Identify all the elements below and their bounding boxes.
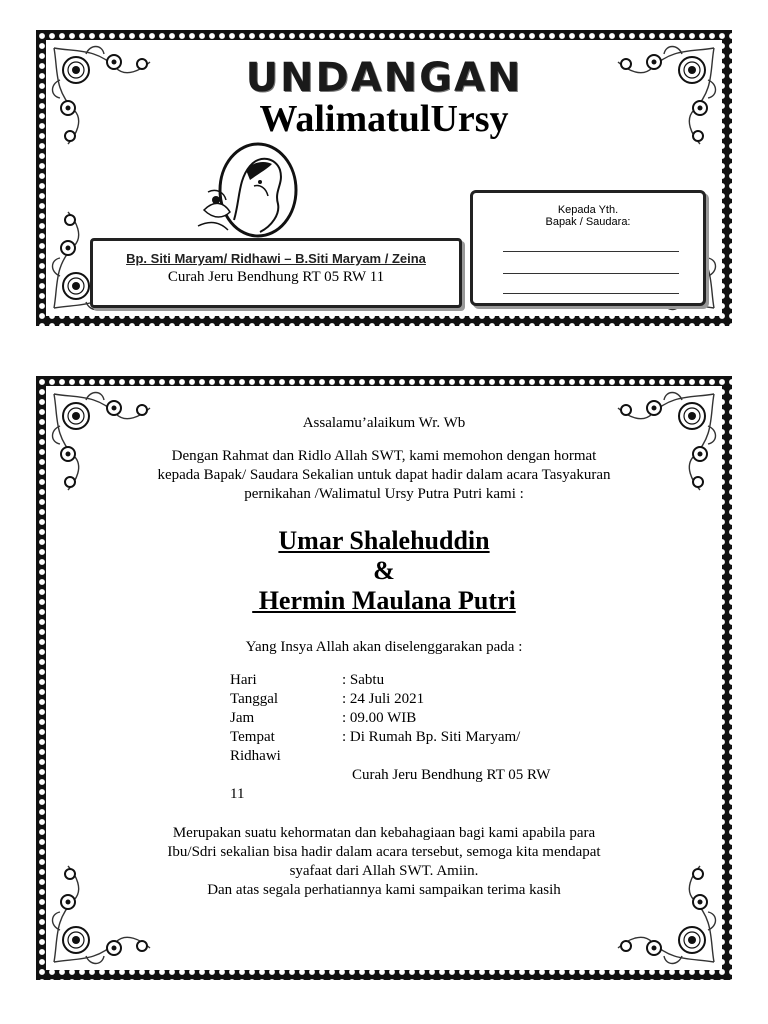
host-names: Bp. Siti Maryam/ Ridhawi – B.Siti Maryam / Zeina	[126, 251, 426, 266]
schedule-label: Hari	[230, 672, 257, 688]
schedule-row-date	[230, 690, 612, 709]
schedule-intro: Yang Insya Allah akan diselenggarakan pada :	[245, 639, 523, 655]
letter-card	[36, 376, 732, 980]
schedule-label: Jam	[230, 710, 255, 726]
recipient-box	[470, 190, 706, 306]
bride-name: Hermin Maulana Putri	[252, 586, 516, 615]
invitation-heading: UNDANGAN	[245, 55, 523, 101]
floral-ornament-icon	[612, 860, 722, 970]
event-schedule	[156, 671, 612, 804]
place-continuation: Curah Jeru Bendhung RT 05 RW	[352, 767, 551, 783]
couple-portrait-icon	[194, 140, 304, 240]
schedule-value: : 24 Juli 2021	[342, 691, 425, 707]
floral-ornament-icon	[46, 860, 156, 970]
cover-card	[36, 30, 732, 326]
schedule-value: : 09.00 WIB	[342, 710, 417, 726]
couple-names	[156, 526, 612, 616]
recipient-salutation: Kepada Yth.	[557, 204, 619, 216]
thanks-line: Dan atas segala perhatiannya kami sampaikan terima kasih	[207, 882, 561, 898]
place-continuation: 11	[230, 786, 245, 802]
schedule-row-place	[230, 728, 612, 747]
schedule-row-day	[230, 671, 612, 690]
recipient-name-line	[503, 251, 679, 252]
cover-inner	[46, 40, 722, 316]
place-continuation: Ridhawi	[230, 748, 281, 764]
recipient-label: Bapak / Saudara:	[545, 216, 631, 228]
recipient-name-line	[503, 273, 679, 274]
host-address: Curah Jeru Bendhung RT 05 RW 11	[167, 269, 385, 285]
floral-ornament-icon	[612, 386, 722, 496]
ampersand: &	[373, 556, 395, 585]
floral-ornament-icon	[46, 386, 156, 496]
host-info-box	[90, 238, 462, 308]
intro-paragraph: Dengan Rahmat dan Ridlo Allah SWT, kami memohon dengan hormat kepada Bapak/ Saudara Sekalian untuk dapat hadir dalam acara Tasyakuran pernikahan /Walimatul Ursy Putra Putri kami :	[157, 448, 611, 502]
schedule-label: Tempat	[230, 729, 275, 745]
schedule-value: : Sabtu	[342, 672, 385, 688]
greeting: Assalamu’alaikum Wr. Wb	[302, 415, 466, 431]
letter-body	[156, 404, 612, 900]
groom-name: Umar Shalehuddin	[278, 526, 490, 555]
recipient-name-line	[503, 293, 679, 294]
letter-inner	[46, 386, 722, 970]
schedule-value: : Di Rumah Bp. Siti Maryam/	[342, 729, 521, 745]
schedule-row-time	[230, 709, 612, 728]
schedule-label: Tanggal	[230, 691, 279, 707]
event-title: WalimatulUrsy	[259, 98, 509, 140]
closing-paragraph: Merupakan suatu kehormatan dan kebahagiaan bagi kami apabila para Ibu/Sdri sekalian bisa hadir dalam acara tersebut, semoga kita mendapat syafaat dari Allah SWT. Amiin.	[167, 825, 601, 879]
